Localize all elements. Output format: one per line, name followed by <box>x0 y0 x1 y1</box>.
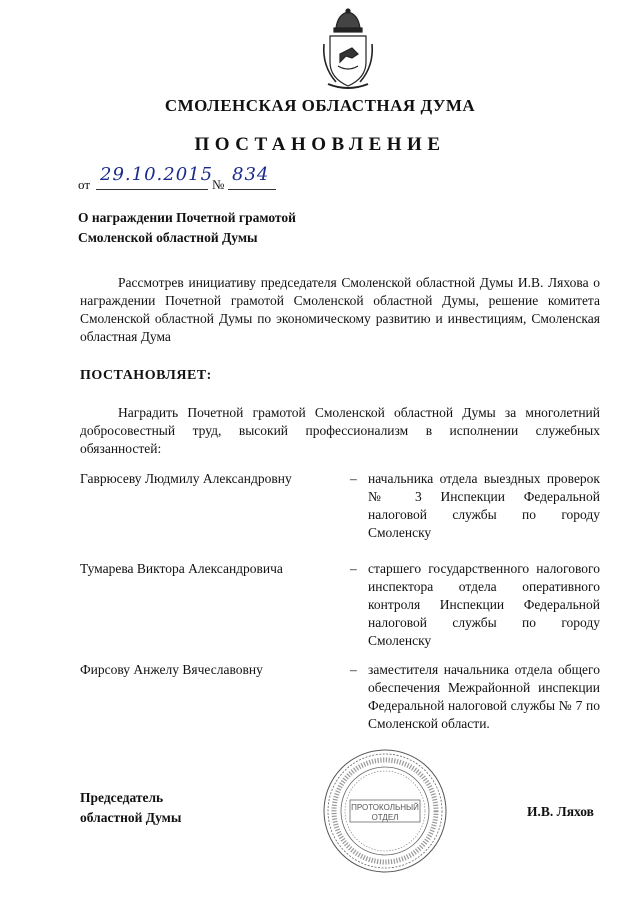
chairman-title-line-1: Председатель <box>80 790 164 805</box>
chairman-title-line-2: областной Думы <box>80 810 182 825</box>
official-stamp <box>322 748 448 874</box>
awardee-position-3: заместителя начальника отдела общего обеспечения Межрайонной инспекции Федеральной налоговой службы № 7 по Смоленской области. <box>368 662 600 731</box>
coat-of-arms-icon <box>318 8 378 92</box>
date-underline <box>96 189 208 190</box>
preamble-paragraph <box>80 274 600 346</box>
subject-line-1: О награждении Почетной грамотой <box>78 210 296 225</box>
awardee-name-2: Тумарева Виктора Александровича <box>80 561 283 576</box>
stamp-center-line-2: ОТДЕЛ <box>371 813 399 822</box>
awardee-name-3: Фирсову Анжелу Вячеславовну <box>80 662 263 677</box>
document-type: ПОСТАНОВЛЕНИЕ <box>194 134 446 155</box>
awardee-position-1: начальника отдела выездных проверок № 3 Инспекции Федеральной налоговой службы по городу Смоленску <box>368 471 600 540</box>
subject-heading <box>78 208 296 248</box>
stamp-seal-icon <box>322 748 448 874</box>
award-paragraph <box>80 404 600 458</box>
date-number-line <box>78 164 298 192</box>
decree-word: ПОСТАНОВЛЯЕТ: <box>80 368 212 383</box>
organization-title: СМОЛЕНСКАЯ ОБЛАСТНАЯ ДУМА <box>164 96 476 115</box>
awardee-dash-3: – <box>350 662 357 677</box>
awardee-name-1: Гаврюсеву Людмилу Александровну <box>80 471 292 486</box>
awardee-dash-2: – <box>350 561 357 576</box>
number-underline <box>228 189 276 190</box>
chairman-title <box>80 788 181 828</box>
stamp-center-line-1: ПРОТОКОЛЬНЫЙ <box>351 803 419 812</box>
awardee-position-2: старшего государственного налогового инспектора отдела оперативного контроля Инспекции Федеральной налоговой службы по городу Смоленску <box>368 561 600 648</box>
from-label: от <box>78 177 91 192</box>
handwritten-date: 29.10.2015 <box>100 164 214 185</box>
signatory-name: И.В. Ляхов <box>527 804 594 819</box>
subject-line-2: Смоленской областной Думы <box>78 230 258 245</box>
awardee-dash-1: – <box>350 471 357 486</box>
number-label: № <box>212 177 225 192</box>
preamble-text: Рассмотрев инициативу председателя Смоленской областной Думы И.В. Ляхова о награждении Почетной грамотой Смоленской областной Думы, решение комитета Смоленской областной Думы по экономическому развитию и инвестициям, Смоленская областная Дума <box>80 275 600 344</box>
handwritten-number: 834 <box>232 164 270 185</box>
award-text: Наградить Почетной грамотой Смоленской областной Думы за многолетний добросовестный труд, высокий профессионализм в исполнении служебных обязанностей: <box>80 405 600 456</box>
